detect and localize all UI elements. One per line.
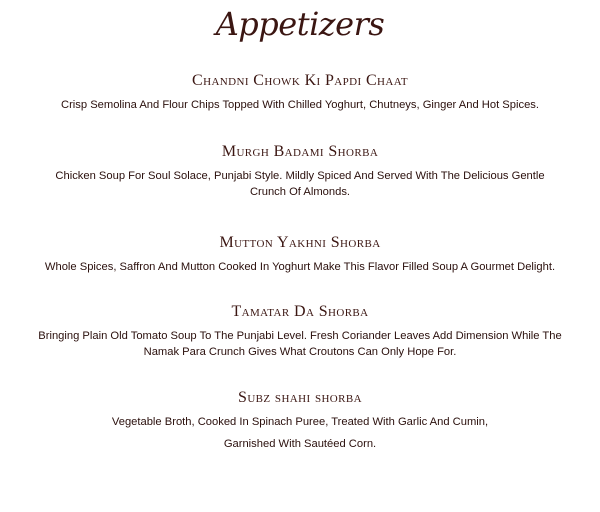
menu-item: [0, 233, 600, 275]
menu-item-description: Whole Spices, Saffron And Mutton Cooked In Yoghurt Make This Flavor Filled Soup A Gourmet Delight.: [44, 261, 556, 273]
menu-item: [0, 71, 600, 113]
menu-item-description-line: Chicken Soup For Soul Solace, Punjabi Style. Mildly Spiced And Served With The Delicious Gentle: [55, 170, 545, 182]
menu-item-description-line: Vegetable Broth, Cooked In Spinach Puree, Treated With Garlic And Cumin,: [111, 416, 489, 428]
menu-item-description-line: Bringing Plain Old Tomato Soup To The Punjabi Level. Fresh Coriander Leaves Add Dimension While The: [38, 330, 562, 342]
menu-item-description: Crisp Semolina And Flour Chips Topped With Chilled Yoghurt, Chutneys, Ginger And Hot Spices.: [60, 99, 539, 111]
menu-item-name: Subz shahi shorba: [238, 389, 362, 406]
menu-item-name: Mutton Yakhni Shorba: [219, 234, 381, 251]
menu-item: [0, 302, 600, 360]
menu-item-description-line: Crunch Of Almonds.: [249, 186, 351, 198]
menu-item: [0, 142, 600, 200]
menu-item: [0, 388, 600, 452]
menu-item-description-line: Namak Para Crunch Gives What Croutons Can Only Hope For.: [143, 346, 457, 358]
menu-item-description-line: Garnished With Sautéed Corn.: [223, 438, 377, 450]
page-title: Appetizers: [215, 5, 385, 43]
menu-item-name: Murgh Badami Shorba: [221, 143, 379, 160]
menu-item-name: Chandni Chowk Ki Papdi Chaat: [192, 72, 408, 89]
menu-item-name: Tamatar Da Shorba: [231, 303, 369, 320]
